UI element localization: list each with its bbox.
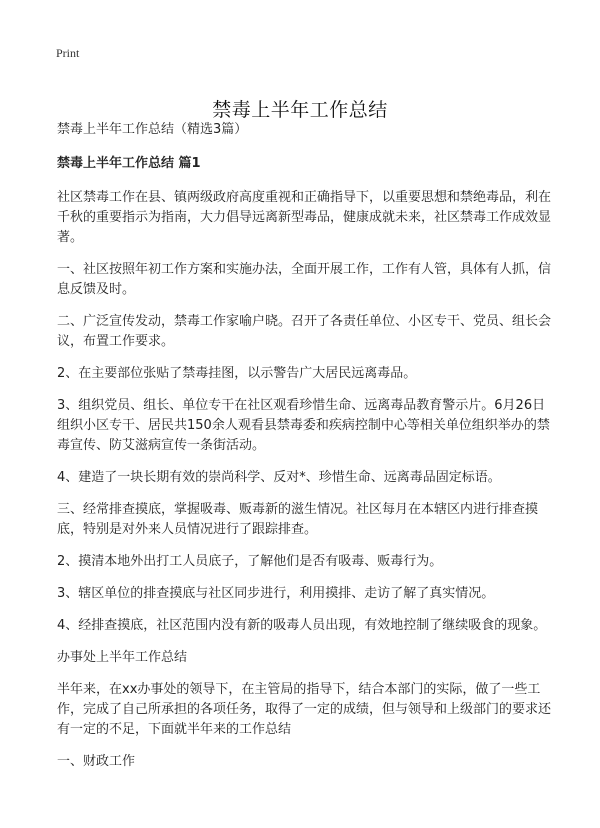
paragraph: 一、社区按照年初工作方案和实施办法，全面开展工作，工作有人管，具体有人抓，信息反馈及时。 bbox=[57, 262, 552, 297]
page-title: 禁毒上半年工作总结 bbox=[212, 98, 388, 121]
paragraph-heading: 一、财政工作 bbox=[57, 754, 136, 769]
paragraph: 2、在主要部位张贴了禁毒挂图，以示警告广大居民远离毒品。 bbox=[57, 366, 417, 381]
paragraph: 2、摸清本地外出打工人员底子，了解他们是否有吸毒、贩毒行为。 bbox=[57, 554, 443, 569]
paragraph: 3、辖区单位的排查摸底与社区同步进行，利用摸排、走访了解了真实情况。 bbox=[57, 586, 495, 601]
paragraph: 4、经排查摸底，社区范围内没有新的吸毒人员出现，有效地控制了继续吸食的现象。 bbox=[57, 618, 547, 633]
paragraph: 4、建造了一块长期有效的崇尚科学、反对*、珍惜生命、远离毒品固定标语。 bbox=[57, 470, 501, 485]
section-heading: 禁毒上半年工作总结 篇1 bbox=[57, 156, 201, 171]
article-subtitle: 禁毒上半年工作总结（精选3篇） bbox=[57, 122, 248, 137]
paragraph: 半年来，在xx办事处的领导下，在主管局的指导下，结合本部门的实际，做了一些工作，完成了自己所承担的各项任务，取得了一定的成绩，但与领导和上级部门的要求还有一定的不足，下面就半年来的工作总结 bbox=[57, 682, 552, 737]
paragraph: 3、组织党员、组长、单位专干在社区观看珍惜生命、远离毒品教育警示片。6月26日组织小区专干、居民共150余人观看县禁毒委和疾病控制中心等相关单位组织举办的禁毒宣传、防艾滋病宣传一条街活动。 bbox=[57, 398, 550, 453]
paragraph-heading: 办事处上半年工作总结 bbox=[57, 650, 188, 665]
paragraph: 二、广泛宣传发动，禁毒工作家喻户晓。召开了各责任单位、小区专干、党员、组长会议，布置工作要求。 bbox=[57, 314, 552, 349]
paragraph: 三、经常排查摸底，掌握吸毒、贩毒新的滋生情况。社区每月在本辖区内进行排查摸底，特别是对外来人员情况进行了跟踪排查。 bbox=[57, 502, 539, 537]
paragraph: 社区禁毒工作在县、镇两级政府高度重视和正确指导下，以重要思想和禁绝毒品，利在千秋的重要指示为指南，大力倡导远离新型毒品，健康成就未来，社区禁毒工作成效显著。 bbox=[57, 190, 552, 245]
article-body bbox=[57, 120, 557, 784]
print-link[interactable]: Print bbox=[56, 46, 80, 60]
